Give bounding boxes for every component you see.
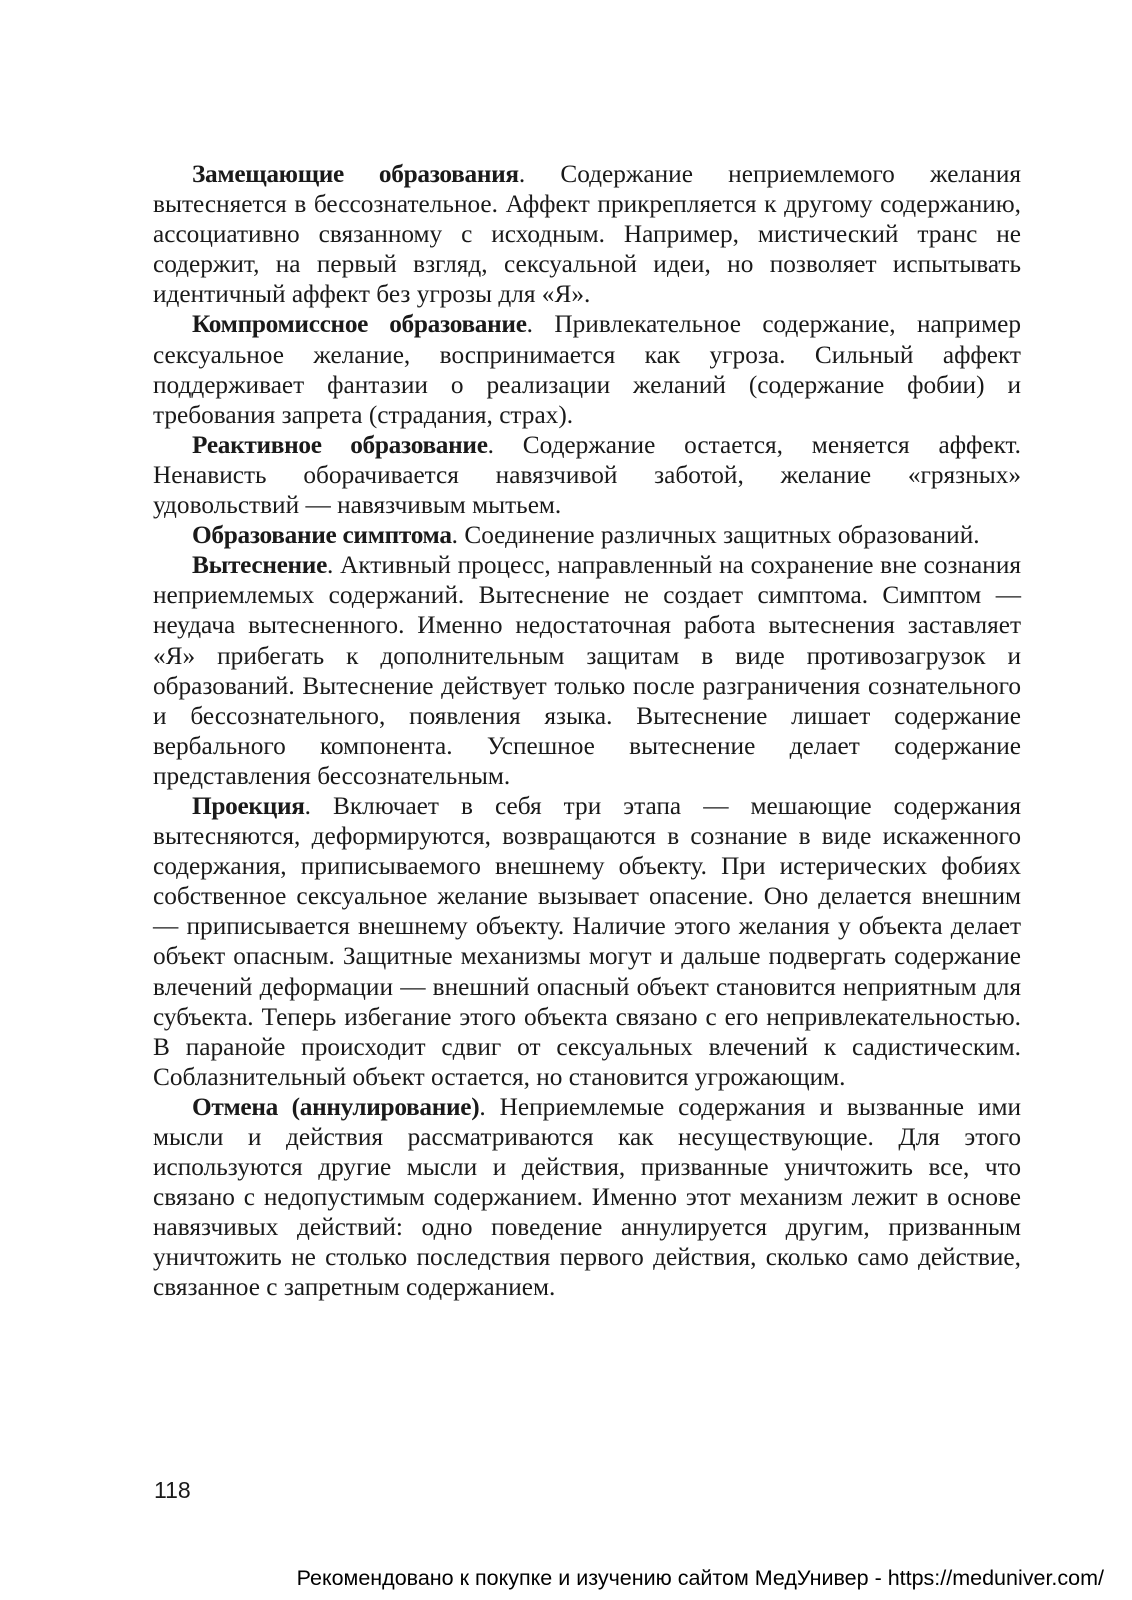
term-heading: Реактивное образование <box>192 430 488 459</box>
paragraph-symptom-formation <box>153 520 1021 550</box>
term-heading: Образование симптома <box>192 521 452 550</box>
term-heading: Проекция <box>192 791 305 820</box>
paragraph-repression <box>153 550 1021 791</box>
term-heading: Замещающие образования <box>192 160 519 188</box>
paragraph-projection <box>153 791 1021 1092</box>
paragraph-substitute-formations <box>153 159 1021 309</box>
paragraph-compromise-formation <box>153 309 1021 429</box>
page-number: 118 <box>154 1477 191 1503</box>
paragraph-text: . Соединение различных защитных образований. <box>451 521 980 550</box>
term-heading: Отмена (аннулирование) <box>192 1092 480 1121</box>
paragraph-undoing <box>153 1092 1021 1303</box>
paragraph-text: . Привлекательное содержание, например сексуальное желание, воспринимается как угроза. Сильный аффект поддерживает фантазии о реализации желаний (содержание фобии) и требования запрета (страдания, страх). <box>153 310 1021 429</box>
paragraph-text: . Содержание остается, меняется аффект. Ненависть оборачивается навязчивой заботой, желание «грязных» удовольствий — навязчивым мытьем. <box>153 430 1022 520</box>
paragraph-reactive-formation <box>153 430 1021 520</box>
paragraph-text: . Содержание неприемлемого желания вытесняется в бессознательное. Аффект прикрепляется к другому содержанию, ассоциативно связанному с исходным. Например, мистический транс не содержит, на первый взгляд, сексуальной идеи, но позволяет испытывать идентичный аффект без угрозы для «Я». <box>153 160 1021 309</box>
term-heading: Вытеснение <box>192 551 327 580</box>
body-text <box>153 159 1021 1303</box>
term-heading: Компромиссное образование <box>192 310 527 339</box>
paragraph-text: . Включает в себя три этапа — мешающие содержания вытесняются, деформируются, возвращаются в сознание в виде искаженного содержания, приписываемого внешнему объекту. При истерических фобиях собственное сексуальное желание вызывает опасение. Оно делается внешним — приписывается внешнему объекту. Наличие этого желания у объекта делает объект опасным. Защитные механизмы могут и дальше подвергать содержание влечений деформации — внешний опасный объект становится неприятным для субъекта. Теперь избегание этого объекта связано с его непривлекательностью. В паранойе происходит сдвиг от сексуальных влечений к садистическим. Соблазнительный объект остается, но становится угрожающим. <box>153 791 1021 1091</box>
footer-recommendation: Рекомендовано к покупке и изучению сайтом МедУнивер - https://meduniver.com/ <box>296 1566 1104 1590</box>
paragraph-text: . Неприемлемые содержания и вызванные ими мысли и действия рассматриваются как несуществующие. Для этого используются другие мысли и действия, призванные уничтожить все, что связано с недопустимым содержанием. Именно этот механизм лежит в основе навязчивых действий: одно поведение аннулируется другим, призванным уничтожить не столько последствия первого действия, сколько само действие, связанное с запретным содержанием. <box>153 1092 1021 1302</box>
paragraph-text: . Активный процесс, направленный на сохранение вне сознания неприемлемых содержаний. Вытеснение не создает симптома. Симптом — неудача вытесненного. Именно недостаточная работа вытеснения заставляет «Я» прибегать к дополнительным защитам в виде противозагрузок и образований. Вытеснение действует только после разграничения сознательного и бессознательного, появления языка. Вытеснение лишает содержание вербального компонента. Успешное вытеснение делает содержание представления бессознательным. <box>153 551 1021 790</box>
